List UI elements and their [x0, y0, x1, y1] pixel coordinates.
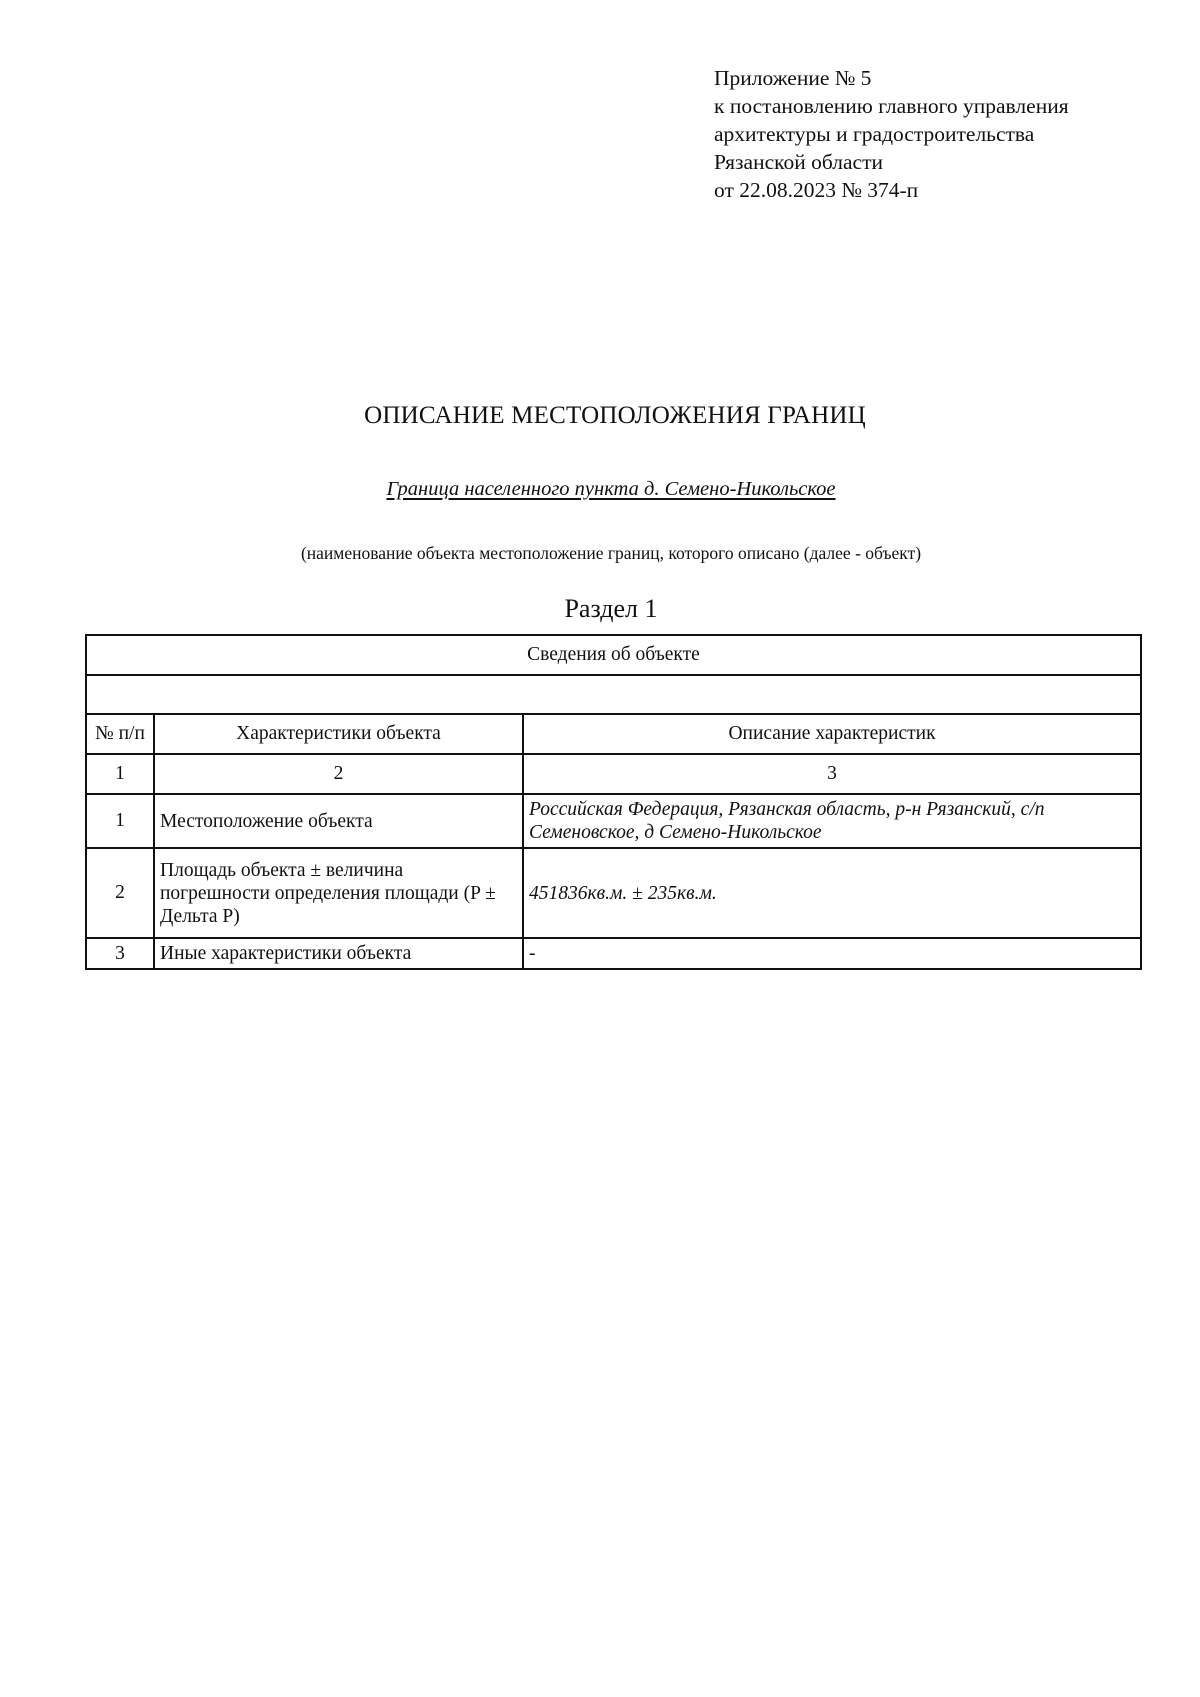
section-title: Раздел 1 — [564, 594, 658, 623]
index-col-3: 3 — [523, 754, 1141, 794]
table-row — [86, 938, 1141, 969]
table-row — [86, 848, 1141, 938]
table-caption: Сведения об объекте — [86, 635, 1141, 675]
object-name-caption: (наименование объекта местоположение границ, которого описано (далее - объект) — [300, 543, 922, 563]
index-col-2: 2 — [154, 754, 523, 794]
index-col-1: 1 — [86, 754, 154, 794]
row-description: - — [523, 938, 1141, 969]
appendix-line-region: Рязанской области — [714, 150, 883, 174]
table-caption-row — [86, 635, 1141, 675]
appendix-line-resolution: к постановлению главного управления — [714, 94, 1069, 118]
row-description: 451836кв.м. ± 235кв.м. — [523, 848, 1141, 938]
appendix-number: Приложение № 5 — [714, 66, 872, 90]
table-index-row — [86, 754, 1141, 794]
table-row — [86, 794, 1141, 848]
appendix-line-department: архитектуры и градостроительства — [714, 122, 1035, 146]
row-description: Российская Федерация, Рязанская область, р-н Рязанский, с/п Семеновское, д Семено-Никольское — [523, 794, 1141, 848]
header-characteristic: Характеристики объекта — [154, 714, 523, 754]
object-info-table — [85, 634, 1142, 970]
row-number: 2 — [86, 848, 154, 938]
object-name — [0, 478, 1200, 501]
row-characteristic: Местоположение объекта — [154, 794, 523, 848]
row-number: 1 — [86, 794, 154, 848]
table-header-row — [86, 714, 1141, 754]
row-characteristic: Иные характеристики объекта — [154, 938, 523, 969]
row-characteristic: Площадь объекта ± величина погрешности определения площади (P ± Дельта P) — [154, 848, 523, 938]
table-blank-cell — [86, 675, 1141, 714]
document-title: ОПИСАНИЕ МЕСТОПОЛОЖЕНИЯ ГРАНИЦ — [364, 402, 866, 429]
appendix-date-number: от 22.08.2023 № 374-п — [714, 178, 919, 202]
appendix-header — [714, 64, 1069, 204]
header-num: № п/п — [86, 714, 154, 754]
table-blank-row — [86, 675, 1141, 714]
row-number: 3 — [86, 938, 154, 969]
header-description: Описание характеристик — [523, 714, 1141, 754]
object-name-text: Граница населенного пункта д. Семено-Никольское — [386, 478, 836, 500]
